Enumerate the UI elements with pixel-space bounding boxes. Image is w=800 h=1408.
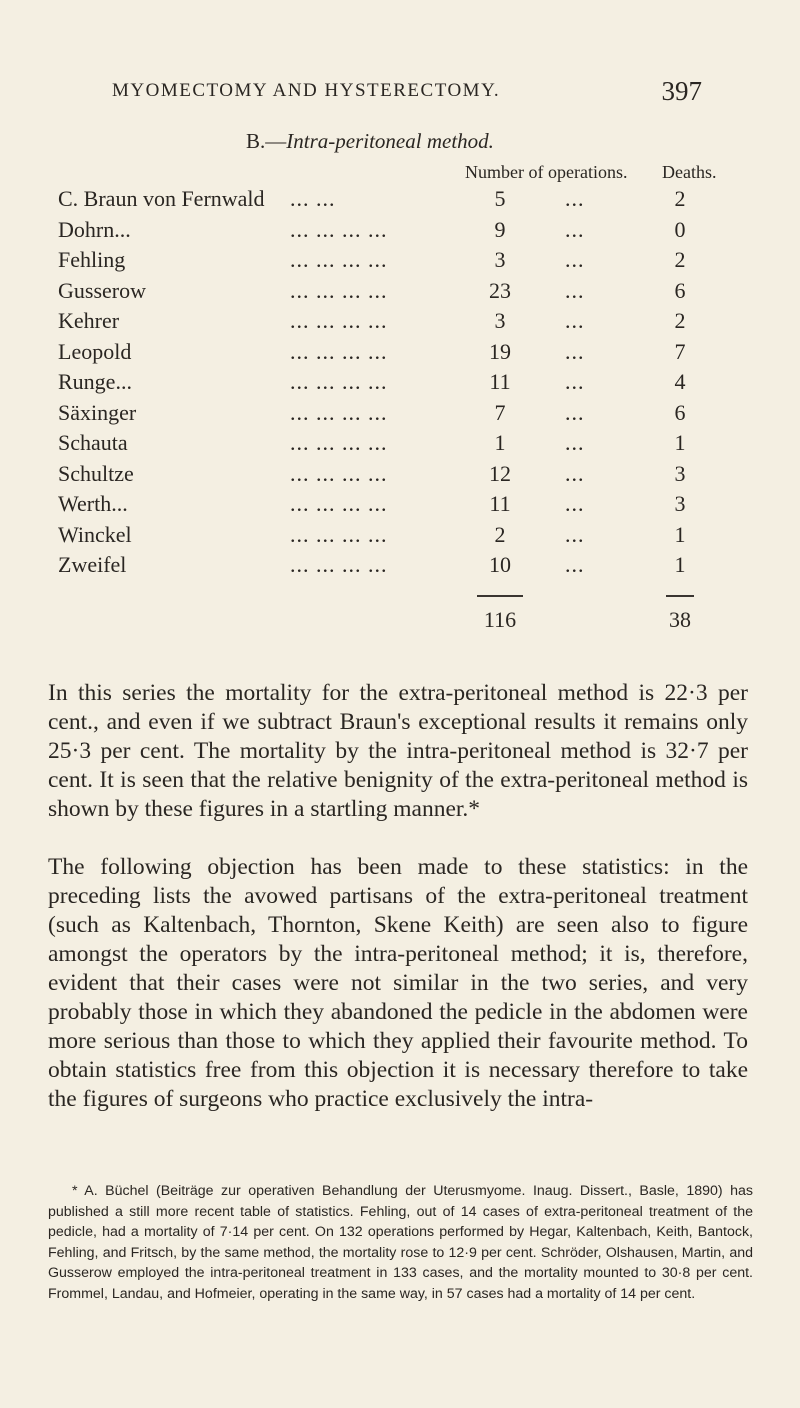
surgeon-name: Säxinger — [58, 399, 137, 425]
section-label: B.— — [246, 129, 287, 153]
operations-count: 11 — [489, 369, 511, 394]
surgeon-name: Fehling — [58, 247, 126, 272]
leader-dots: ... — [565, 369, 585, 394]
leader-dots: ... ... ... ... — [290, 399, 388, 425]
leader-dots: ... — [565, 247, 585, 272]
deaths-count: 1 — [674, 552, 686, 577]
operations-count: 19 — [489, 338, 511, 364]
surgeon-name: Gusserow — [58, 277, 146, 303]
table-row — [0, 247, 800, 277]
leader-dots: ... ... ... ... — [290, 521, 388, 547]
deaths-count: 6 — [674, 277, 686, 303]
leader-dots: ... ... ... ... — [290, 338, 388, 364]
table-row — [0, 430, 800, 460]
deaths-count: 4 — [674, 369, 686, 394]
leader-dots: ... ... ... ... — [290, 308, 388, 333]
deaths-count: 2 — [674, 308, 686, 333]
leader-dots: ... — [565, 338, 585, 364]
leader-dots: ... ... ... ... — [290, 277, 388, 303]
leader-dots: ... ... — [290, 186, 336, 211]
deaths-count: 1 — [674, 430, 686, 455]
leader-dots: ... — [565, 460, 585, 486]
leader-dots: ... ... ... ... — [290, 369, 388, 394]
operations-count: 2 — [494, 521, 506, 547]
operations-count: 23 — [489, 277, 511, 303]
column-header-operations: Number of operations. — [465, 162, 628, 182]
leader-dots: ... — [565, 521, 585, 547]
leader-dots: ... — [565, 277, 585, 303]
leader-dots: ... ... ... ... — [290, 491, 388, 516]
body-paragraph: In this series the mortality for the extra-peritoneal method is 22·3 per cent., and even if we subtract Braun's exceptional results it remains only 25·3 per cent. The mortality by the intra-peritoneal method is 32·7 per cent. It is seen that the relative benignity of the extra-peritoneal method is shown by these figures in a startling manner.* — [48, 679, 748, 822]
page-number: 397 — [661, 76, 702, 106]
total-operations: 116 — [483, 607, 517, 632]
running-head — [112, 76, 702, 108]
leader-dots: ... ... ... ... — [290, 552, 388, 577]
surgeon-name: Runge... — [58, 369, 132, 394]
deaths-count: 2 — [674, 247, 686, 272]
surgeon-name: Schultze — [58, 460, 134, 486]
deaths-count: 0 — [674, 216, 686, 242]
table-row — [0, 339, 800, 369]
operations-count: 11 — [489, 491, 511, 516]
deaths-count: 3 — [674, 460, 686, 486]
leader-dots: ... ... ... ... — [290, 430, 388, 455]
deaths-count: 3 — [674, 491, 686, 516]
surgeon-name: Schauta — [58, 430, 128, 455]
table-row — [0, 400, 800, 430]
leader-dots: ... ... ... ... — [290, 247, 388, 272]
deaths-count: 6 — [674, 399, 686, 425]
total-rule-deaths — [666, 595, 694, 597]
table-row — [0, 217, 800, 247]
leader-dots: ... — [565, 216, 585, 242]
surgeon-name: Kehrer — [58, 308, 120, 333]
table-row — [0, 308, 800, 338]
surgeon-name: C. Braun von Fernwald — [58, 186, 265, 211]
leader-dots: ... ... ... ... — [290, 460, 388, 486]
deaths-count: 1 — [674, 521, 686, 547]
surgeon-name: Dohrn... — [58, 216, 131, 242]
leader-dots: ... — [565, 399, 585, 425]
deaths-count: 2 — [674, 186, 686, 211]
table-row — [0, 278, 800, 308]
table-row — [0, 186, 800, 216]
table-row — [0, 552, 800, 582]
table-row — [0, 461, 800, 491]
table-row — [0, 369, 800, 399]
leader-dots: ... — [565, 186, 585, 211]
operations-count: 1 — [494, 430, 506, 455]
deaths-count: 7 — [674, 338, 686, 364]
total-deaths: 38 — [669, 607, 691, 632]
leader-dots: ... — [565, 308, 585, 333]
operations-count: 9 — [494, 216, 506, 242]
leader-dots: ... ... ... ... — [290, 216, 388, 242]
running-head-title: MYOMECTOMY AND HYSTERECTOMY. — [112, 80, 501, 101]
table-row — [0, 491, 800, 521]
operations-count: 12 — [489, 460, 511, 486]
column-header-deaths: Deaths. — [662, 162, 717, 182]
surgeon-name: Leopold — [58, 338, 132, 364]
surgeon-name: Werth... — [58, 491, 128, 516]
operations-count: 3 — [494, 247, 506, 272]
operations-count: 7 — [494, 399, 506, 425]
leader-dots: ... — [565, 430, 585, 455]
footnote: * A. Büchel (Beiträge zur operativen Behandlung der Uterusmyome. Inaug. Dissert., Basle, 1890) has published a still more recent table of statistics. Fehling, out of 14 cases of extra-peritoneal treatment of the pedicle, had a mortality of 7·14 per cent. On 132 operations performed by Hegar, Kaltenbach, Keith, Bantock, Fehling, and Fritsch, by the same method, the mortality rose to 12·9 per cent. Schröder, Olshausen, Martin, and Gusserow employed the intra-peritoneal treatment in 133 cases, and the mortality mounted to 30·8 per cent. Frommel, Landau, and Hofmeier, operating in the same way, in 57 cases had a mortality of 14 per cent. — [48, 1183, 753, 1302]
surgeon-name: Winckel — [58, 521, 132, 547]
operations-count: 3 — [494, 308, 506, 333]
operations-count: 10 — [489, 552, 511, 577]
operations-count: 5 — [494, 186, 506, 211]
section-heading — [246, 129, 494, 154]
leader-dots: ... — [565, 552, 585, 577]
surgeon-name: Zweifel — [58, 552, 127, 577]
leader-dots: ... — [565, 491, 585, 516]
total-rule-operations — [477, 595, 523, 597]
section-title: Intra-peritoneal method. — [286, 129, 494, 153]
table-row — [0, 522, 800, 552]
body-paragraph: The following objection has been made to these statistics: in the preceding lists the avowed partisans of the extra-peritoneal treatment (such as Kaltenbach, Thornton, Skene Keith) are seen also to figure amongst the operators by the intra-peritoneal method; it is, therefore, evident that their cases were not similar in the two series, and very probably those in which they abandoned the pedicle in the abdomen were more serious than those to which they applied their favourite method. To obtain statistics free from this objection it is necessary therefore to take the figures of surgeons who practice exclusively the intra- — [48, 853, 748, 1112]
